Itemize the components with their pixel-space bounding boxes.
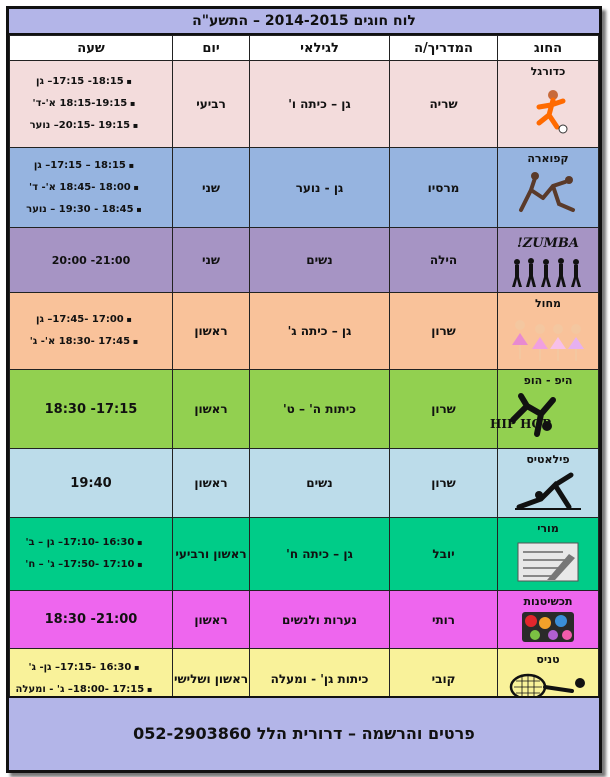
table-row <box>10 61 599 148</box>
capoeira-icon <box>513 170 583 222</box>
table-row <box>10 228 599 293</box>
day-cell: ראשון <box>173 449 250 518</box>
instructor-cell: הילה <box>390 228 498 293</box>
hours-line: ▪ 17:00 -17:45– גן <box>10 309 158 331</box>
hours-line: ▪ 17:10 -17:50– ג' – ח' <box>10 554 158 576</box>
ages-cell: כיתות ה' – ט' <box>250 370 390 449</box>
hours-line: ▪ 17:45 -18:30 א'- ג' <box>10 331 158 353</box>
day-cell: ראשון ורביעי <box>173 518 250 591</box>
header-instructor: המדריך/ה <box>390 36 498 61</box>
instructor-cell: מרסיו <box>390 148 498 228</box>
page-title: לוח חוגים 2014-2015 – התשע"ה <box>9 9 599 35</box>
hours-line: ▪ 18:00 -18:45 א'- ד' <box>10 177 158 199</box>
day-cell: ראשון <box>173 293 250 370</box>
class-name: טניס <box>536 653 560 666</box>
class-name: תכשיטנות <box>523 595 573 608</box>
ages-cell: גן – כיתה ג' <box>250 293 390 370</box>
schedule-frame <box>6 6 602 773</box>
day-cell: רביעי <box>173 61 250 148</box>
soccer-player-icon <box>523 87 573 137</box>
dancers-icon <box>509 256 587 288</box>
hours-cell <box>10 148 173 228</box>
writing-hand-icon <box>517 542 579 582</box>
header-hour: שעה <box>10 36 173 61</box>
class-name: היפ - הופ <box>523 374 573 387</box>
class-name: קפוארה <box>527 152 569 165</box>
zumba-logo-text: ZUMBA! <box>516 236 579 251</box>
class-cell <box>498 591 599 649</box>
hours-line: ▪ 18:15 – 17:15– גן <box>10 155 158 177</box>
table-row <box>10 370 599 449</box>
instructor-cell: יובל <box>390 518 498 591</box>
hours-cell: 21:00- 20:00 <box>10 228 173 293</box>
day-cell: ראשון ושלישי <box>173 649 250 710</box>
table-row <box>10 518 599 591</box>
header-class: החוג <box>498 36 599 61</box>
class-name: כדורגל <box>530 65 566 78</box>
hours-cell <box>10 518 173 591</box>
hours-line: ▪ 16:30 -17:15– גן- ג' <box>10 657 158 679</box>
class-name: מחול <box>535 297 561 310</box>
hours-line: ▪ 18:45 - 19:30 – נוער <box>10 199 158 221</box>
hours-line: ▪ 16:30 -17:10– גן – ב' <box>10 532 158 554</box>
instructor-cell: שרון <box>390 449 498 518</box>
instructor-cell: רותי <box>390 591 498 649</box>
class-cell <box>498 228 599 293</box>
hours-cell <box>10 61 173 148</box>
ages-cell: גן – כיתה ו' <box>250 61 390 148</box>
beads-icon <box>521 611 575 643</box>
instructor-cell: שרון <box>390 293 498 370</box>
class-cell <box>498 518 599 591</box>
instructor-cell: שריה <box>390 61 498 148</box>
hours-line: ▪ 18:15- 17:15– גן <box>10 71 158 93</box>
instructor-cell: שרון <box>390 370 498 449</box>
hours-line: ▪ 18:15-19:15 א'-ד' <box>10 93 158 115</box>
hours-cell <box>10 293 173 370</box>
table-row <box>10 293 599 370</box>
pilates-pose-icon <box>513 471 583 511</box>
class-cell <box>498 293 599 370</box>
table-row <box>10 591 599 649</box>
registration-footer: פרטים והרשמה – דרורית הלל 052-2903860 <box>9 696 599 770</box>
table-row <box>10 148 599 228</box>
table-row <box>10 449 599 518</box>
class-cell <box>498 61 599 148</box>
hours-cell: 17:15- 18:30 <box>10 370 173 449</box>
hours-cell: 21:00- 18:30 <box>10 591 173 649</box>
hours-cell: 19:40 <box>10 449 173 518</box>
hip-hop-dancer-icon <box>490 390 589 444</box>
day-cell: ראשון <box>173 591 250 649</box>
day-cell: שני <box>173 148 250 228</box>
hours-line: ▪ 19:15 -20:15– נוער <box>10 115 158 137</box>
instructor-cell: קובי <box>390 649 498 710</box>
ages-cell: כיתות גן' - ומעלה <box>250 649 390 710</box>
svg-text:HIP HOP: HIP HOP <box>490 417 551 431</box>
schedule-table <box>9 35 599 710</box>
class-cell <box>498 148 599 228</box>
class-cell <box>498 449 599 518</box>
day-cell: שני <box>173 228 250 293</box>
header-row <box>10 36 599 61</box>
day-cell: ראשון <box>173 370 250 449</box>
hours-line: ▪ 17:15 -18:00– ג' - ומעלה <box>10 679 158 701</box>
ages-cell: נשים <box>250 449 390 518</box>
header-day: יום <box>173 36 250 61</box>
class-cell <box>490 370 599 449</box>
header-ages: לגילאי <box>250 36 390 61</box>
ages-cell: גן - נוער <box>250 148 390 228</box>
ballerinas-icon <box>508 315 588 365</box>
ages-cell: נערות ולנשים <box>250 591 390 649</box>
class-name: פילאטיס <box>526 453 570 466</box>
ages-cell: גן – כיתה ח' <box>250 518 390 591</box>
class-name: מורי <box>537 522 559 535</box>
ages-cell: נשים <box>250 228 390 293</box>
